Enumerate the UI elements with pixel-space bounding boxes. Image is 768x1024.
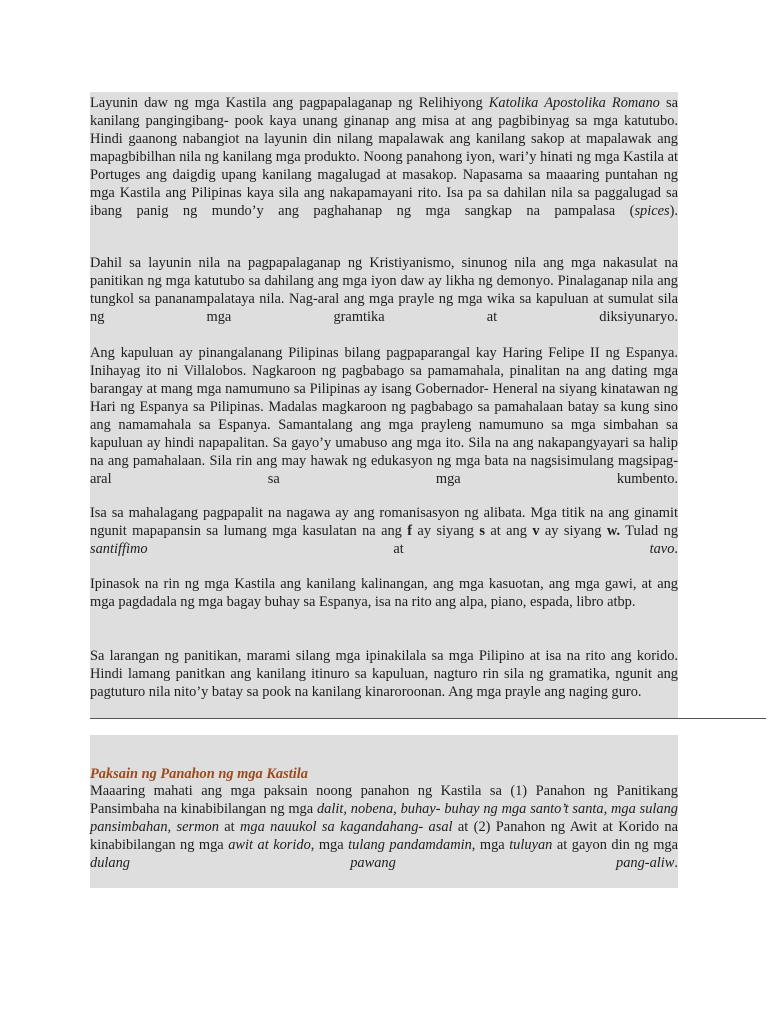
- paragraph-kristiyanismo: Dahil sa layunin nila na pagpapalaganap ng Kristiyanismo, sinunog nila ang mga nakasulat na panitikan ng mga katutubo sa dahilang ang mga iyon daw ay likha ng demonyo. Pinalaganap nila ang tungkol sa pananampalataya nila. Nag-aral ang mga prayle ng mga wika sa kapuluan at sumulat sila ng mga gramtika at diksiyunaryo.: [90, 255, 678, 325]
- paksain-block: [90, 735, 678, 888]
- paragraph-pilipinas: Ang kapuluan ay pinangalanang Pilipinas bilang pagpaparangal kay Haring Felipe II ng Espanya. Inihayag ito ni Villalobos. Nagkaroon ng pagbabago sa pamamahala, pinalitan na ang dating mga barangay at mang mga namumuno sa Pilipinas ay isang Gobernador- Heneral na siyang kinatawan ng Hari ng Espanya sa Pilipinas. Madalas magkaroon ng pagbabago sa pamahalaan batay sa kung sino ang namamahala sa Espanya. Samantalang ang mga prayleng namumuno sa mga simbahan sa kapuluan ay hindi napapalitan. Sa gayo’y umabuso ang mga ito. Sila na ang nakapangyayari sa halip na ang pamahalaan. Sila rin ang may hawak ng edukasyon ng mga bata na nagsisimulang magsipag- aral sa mga kumbento.: [90, 345, 678, 487]
- paragraph-romanisasyon: Isa sa mahalagang pagpapalit na nagawa ay ang romanisasyon ng alibata. Mga titik na ang ginamit ngunit mapapansin sa lumang mga kasulatan na ang f ay siyang s at ang v ay siyang w. Tulad ng santiffimo at tavo.: [90, 505, 679, 557]
- paragraph-relihiyon: Layunin daw ng mga Kastila ang pagpapalaganap ng Relihiyong Katolika Apostolika Romano sa kanilang pangingibang- pook kaya unang ginanap ang misa at ang pagbibinyag sa mga katutubo. Hindi gaanong nabangiot na layunin din nilang mapalawak ang kanilang sakop at mapalawak ang mapagbibilhan nila ng kanilang mga produkto. Noong panahong iyon, wari’y hinati ng mga Kastila at Portuges ang daigdig upang kanilang magalugad at masakop. Napasama sa maaaring puntahan ng mga Kastila ang Pilipinas kaya sila ang nakapamayani rito. Isa pa sa dahilan nila sa paggalugad sa ibang panig ng mundo’y ang paghahanap ng mga sangkap na pampalasa (spices).: [90, 95, 678, 219]
- paragraph-kalinangan: Ipinasok na rin ng mga Kastila ang kanilang kalinangan, ang mga kasuotan, ang mga gawi, at ang mga pagdadala ng mga bagay buhay sa Espanya, isa na rito ang alpa, piano, espada, libro atbp.: [90, 576, 678, 610]
- paragraph-paksain: Maaaring mahati ang mga paksain noong panahon ng Kastila sa (1) Panahon ng Panitikang Pansimbaha na kinabibilangan ng mga dalit, nobena, buhay- buhay ng mga santo’t santa, mga sulang pansimbahan, sermon at mga nauukol sa kagandahang- asal at (2) Panahon ng Awit at Korido na kinabibilangan ng mga awit at korido, mga tulang pandamdamin, mga tuluyan at gayon din ng mga dulang pawang pang-aliw.: [90, 783, 678, 871]
- page-divider: [90, 718, 766, 719]
- history-text-block: [90, 92, 678, 718]
- paragraph-panitikan: Sa larangan ng panitikan, marami silang mga ipinakilala sa mga Pilipino at isa na rito ang korido. Hindi lamang panitkan ang kanilang itinuro sa kapuluan, nagturo rin sila ng gramatika, ngunit ang pagtuturo nila nito’y batay sa pook na kanilang kinaroroonan. Ang mga prayle ang naging guro.: [90, 648, 678, 700]
- section-heading: Paksain ng Panahon ng mga Kastila: [90, 766, 308, 782]
